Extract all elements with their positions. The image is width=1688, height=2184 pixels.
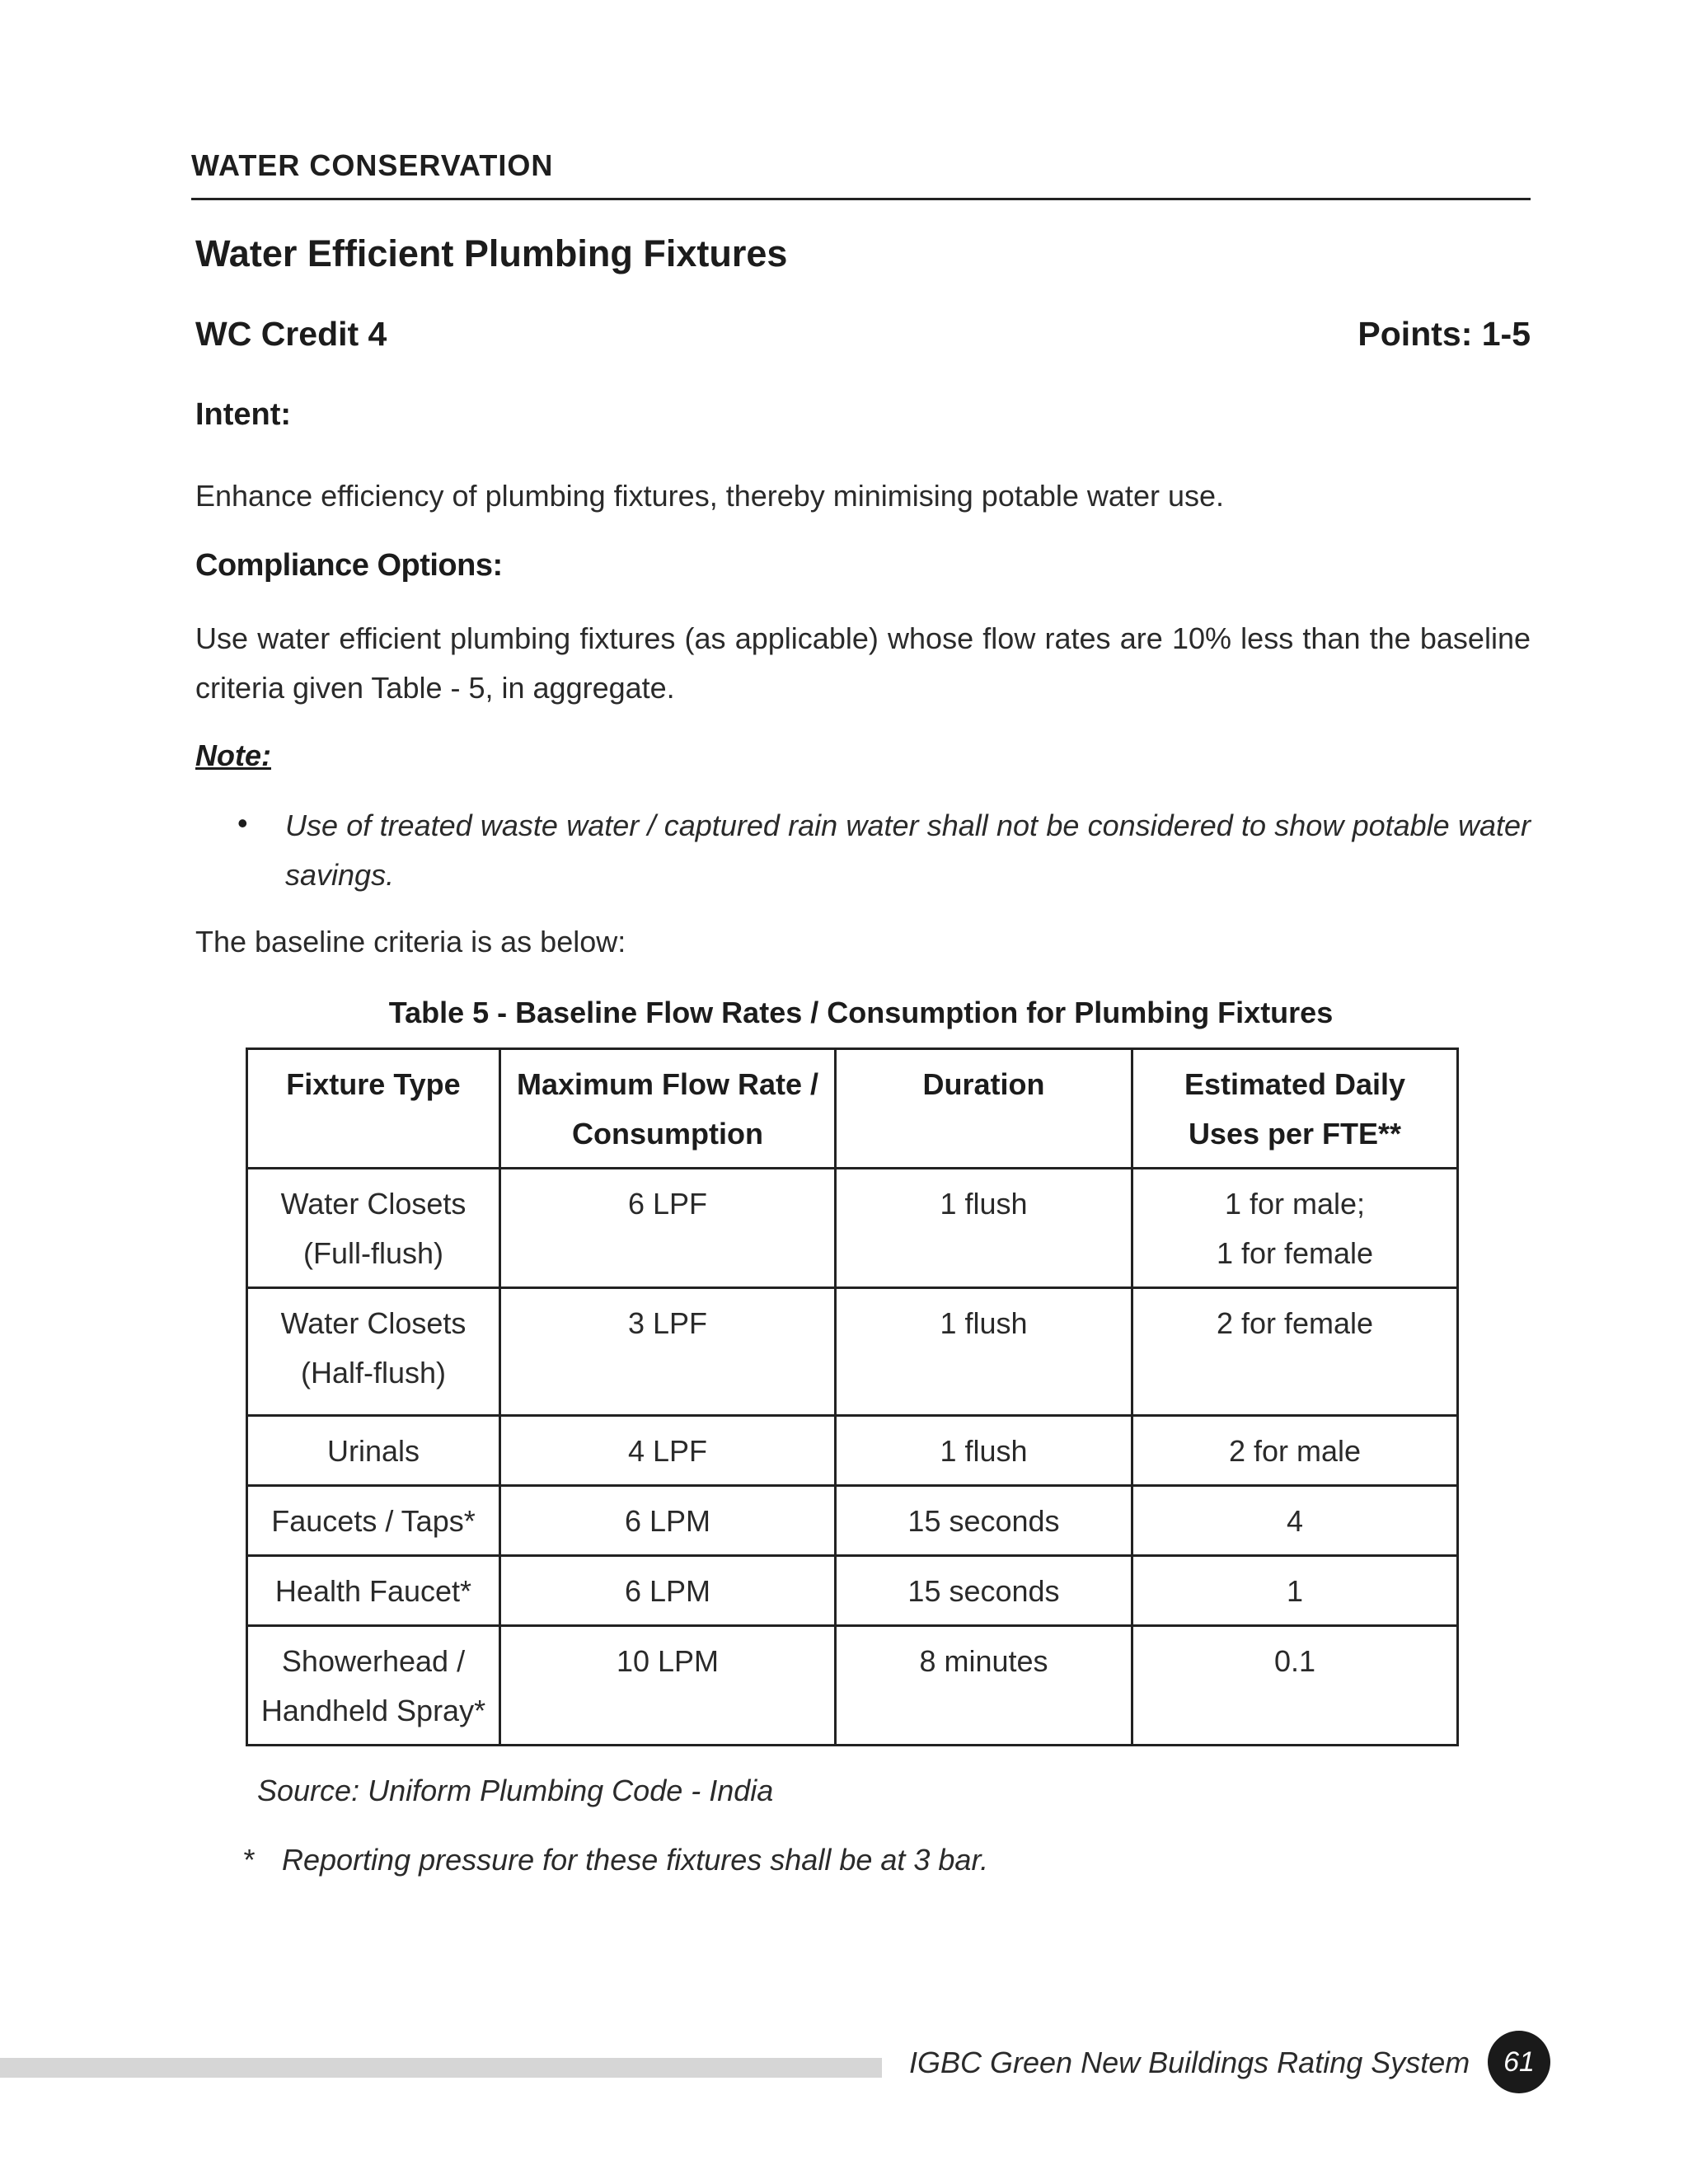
cell-duration: 15 seconds xyxy=(836,1486,1132,1556)
cell-duration: 15 seconds xyxy=(836,1556,1132,1626)
header-line: Duration xyxy=(922,1067,1045,1101)
credit-points: Points: 1-5 xyxy=(1357,315,1531,353)
cell-uses: 2 for male xyxy=(1132,1416,1458,1486)
header-duration xyxy=(836,1049,1132,1169)
cell-duration: 8 minutes xyxy=(836,1626,1132,1746)
cell-uses xyxy=(1132,1169,1458,1288)
note-text: Use of treated waste water / captured rain water shall not be considered to show potable water savings. xyxy=(285,808,1531,892)
header-line: Maximum Flow Rate / xyxy=(516,1067,819,1101)
cell-flow: 3 LPF xyxy=(500,1288,836,1416)
cell-line: Water Closets xyxy=(280,1187,467,1221)
cell-uses: 2 for female xyxy=(1132,1288,1458,1416)
header-fixture-type xyxy=(247,1049,500,1169)
header-divider xyxy=(191,198,1531,200)
cell-duration: 1 flush xyxy=(836,1416,1132,1486)
footer-title: IGBC Green New Buildings Rating System xyxy=(909,2046,1470,2079)
intent-heading: Intent: xyxy=(195,397,292,432)
note-bullet: • xyxy=(237,806,248,840)
compliance-heading: Compliance Options: xyxy=(195,548,503,583)
cell-line: (Half-flush) xyxy=(300,1356,447,1390)
cell-line: (Full-flush) xyxy=(302,1236,443,1270)
intent-text: Enhance efficiency of plumbing fixtures, thereby minimising potable water use. xyxy=(195,479,1224,513)
footer-bar xyxy=(0,2058,882,2078)
cell-flow: 4 LPF xyxy=(500,1416,836,1486)
cell-fixture xyxy=(247,1169,500,1288)
header-line: Fixture Type xyxy=(286,1067,461,1101)
table-row xyxy=(247,1169,1458,1288)
table-row xyxy=(247,1626,1458,1746)
cell-line: Water Closets xyxy=(280,1306,467,1340)
cell-duration: 1 flush xyxy=(836,1288,1132,1416)
page-title: Water Efficient Plumbing Fixtures xyxy=(195,232,788,274)
cell-line: Handheld Spray* xyxy=(260,1694,486,1727)
cell-uses: 1 xyxy=(1132,1556,1458,1626)
cell-flow: 10 LPM xyxy=(500,1626,836,1746)
header-line: Estimated Daily xyxy=(1184,1067,1406,1101)
cell-line: 1 for male; xyxy=(1224,1187,1366,1221)
baseline-intro: The baseline criteria is as below: xyxy=(195,925,626,958)
table-row xyxy=(247,1416,1458,1486)
page-number: 61 xyxy=(1488,2031,1550,2093)
header-max-flow xyxy=(500,1049,836,1169)
baseline-flow-table xyxy=(246,1047,1459,1746)
header-daily-uses xyxy=(1132,1049,1458,1169)
table-row xyxy=(247,1486,1458,1556)
cell-uses: 4 xyxy=(1132,1486,1458,1556)
table-row xyxy=(247,1556,1458,1626)
table-source: Source: Uniform Plumbing Code - India xyxy=(257,1774,774,1807)
cell-flow: 6 LPM xyxy=(500,1486,836,1556)
credit-code: WC Credit 4 xyxy=(195,315,387,353)
footnote-text: Reporting pressure for these fixtures shall be at 3 bar. xyxy=(282,1843,989,1877)
cell-flow: 6 LPM xyxy=(500,1556,836,1626)
cell-flow: 6 LPF xyxy=(500,1169,836,1288)
table-header-row xyxy=(247,1049,1458,1169)
table-caption: Table 5 - Baseline Flow Rates / Consumption for Plumbing Fixtures xyxy=(388,996,1334,1029)
section-label: WATER CONSERVATION xyxy=(191,148,554,182)
footnote-mark: * xyxy=(242,1843,255,1877)
cell-uses: 0.1 xyxy=(1132,1626,1458,1746)
header-line: Uses per FTE** xyxy=(1188,1117,1402,1151)
note-heading: Note: xyxy=(195,738,271,772)
cell-fixture: Urinals xyxy=(247,1416,500,1486)
header-line: Consumption xyxy=(572,1117,763,1151)
compliance-text: Use water efficient plumbing fixtures (as applicable) whose flow rates are 10% less than the baseline criteria given Table - 5, in aggregate. xyxy=(195,621,1531,705)
cell-duration: 1 flush xyxy=(836,1169,1132,1288)
cell-line: 1 for female xyxy=(1216,1236,1374,1270)
cell-fixture: Health Faucet* xyxy=(247,1556,500,1626)
cell-line: Showerhead / xyxy=(281,1644,466,1678)
table-row xyxy=(247,1288,1458,1416)
cell-fixture xyxy=(247,1626,500,1746)
cell-fixture xyxy=(247,1288,500,1416)
cell-fixture: Faucets / Taps* xyxy=(247,1486,500,1556)
